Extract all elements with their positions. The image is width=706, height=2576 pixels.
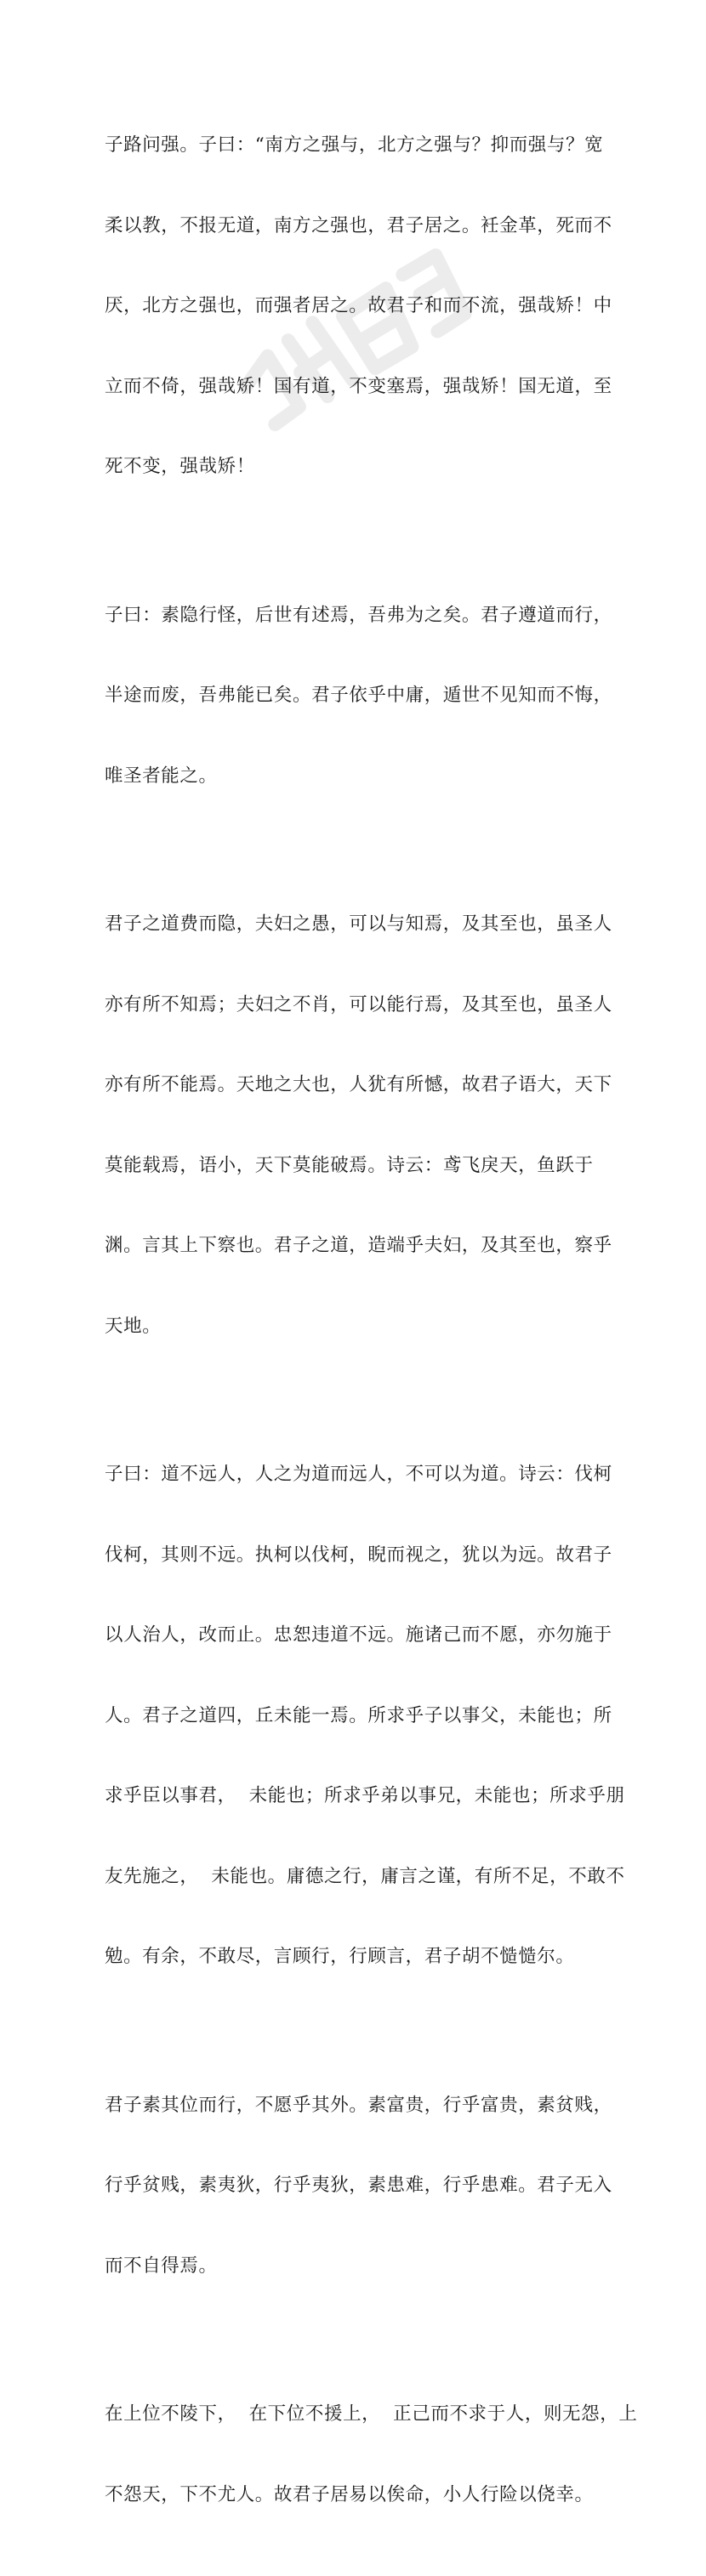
- text-line: 亦有所不能焉。天地之大也，人犹有所憾，故君子语大，天下: [105, 1074, 612, 1095]
- text-line: 莫能载焉，语小，天下莫能破焉。诗云：鸢飞戾天，鱼跃于: [105, 1154, 594, 1176]
- text-line: 柔以教，不报无道，南方之强也，君子居之。衽金革，死而不: [105, 214, 612, 236]
- paragraph-3: [105, 857, 615, 1393]
- text-line: 子路问强。子曰：“南方之强与，北方之强与？抑而强与？宽: [105, 134, 604, 156]
- text-line: 君子之道费而隐，夫妇之愚，可以与知焉，及其至也，虽圣人: [105, 913, 612, 935]
- text-line: 天地。: [105, 1315, 162, 1337]
- text-line: 厌，北方之强也，而强者居之。故君子和而不流，强哉矫！中: [105, 295, 612, 316]
- text-line: 行乎贫贱，素夷狄，行乎夷狄，素患难，行乎患难。君子无入: [105, 2175, 612, 2196]
- text-line: 以人治人，改而止。忠恕违道不远。施诸己而不愿，亦勿施于: [105, 1624, 612, 1646]
- text-line: 友先施之， 未能也。庸德之行，庸言之谨，有所不足，不敢不: [105, 1865, 625, 1887]
- text-line: 子曰：素隐行怪，后世有述焉，吾弗为之矣。君子遵道而行，: [105, 604, 612, 626]
- text-line: 求乎臣以事君， 未能也；所求乎弟以事兄，未能也；所求乎朋: [105, 1785, 625, 1806]
- text-line: 亦有所不知焉；夫妇之不肖，可以能行焉，及其至也，虽圣人: [105, 993, 612, 1015]
- text-line: 君子素其位而行，不愿乎其外。素富贵，行乎富贵，素贫贱，: [105, 2094, 612, 2116]
- text-line: 不怨天，下不尤人。故君子居易以俟命，小人行险以侥幸。: [105, 2483, 594, 2505]
- paragraph-5: [105, 2039, 615, 2334]
- paragraph-1: [105, 78, 615, 534]
- text-line: 在上位不陵下， 在下位不援上， 正己而不求于人，则无怨，上: [105, 2403, 638, 2425]
- document-body: [105, 78, 638, 2576]
- text-line: 渊。言其上下察也。君子之道，造端乎夫妇，及其至也，察乎: [105, 1235, 612, 1256]
- text-line: 人。君子之道四，丘未能一焉。所求乎子以事父，未能也；所: [105, 1704, 612, 1726]
- text-line: 半途而废，吾弗能已矣。君子依乎中庸，遁世不见知而不悔，: [105, 685, 612, 706]
- text-line: 而不自得焉。: [105, 2255, 218, 2277]
- text-line: 唯圣者能之。: [105, 765, 218, 787]
- paragraph-2: [105, 549, 615, 844]
- text-line: 子曰：道不远人，人之为道而远人，不可以为道。诗云：伐柯: [105, 1464, 612, 1485]
- text-line: 死不变，强哉矫！: [105, 456, 255, 477]
- paragraph-6: [105, 2347, 638, 2562]
- text-line: 伐柯，其则不远。执柯以伐柯，睨而视之，犹以为远。故君子: [105, 1544, 612, 1566]
- paragraph-4: [105, 1407, 625, 2024]
- text-line: 勉。有余，不敢尽，言顾行，行顾言，君子胡不慥慥尔。: [105, 1946, 575, 1967]
- text-line: 立而不倚，强哉矫！国有道，不变塞焉，强哉矫！国无道，至: [105, 375, 612, 397]
